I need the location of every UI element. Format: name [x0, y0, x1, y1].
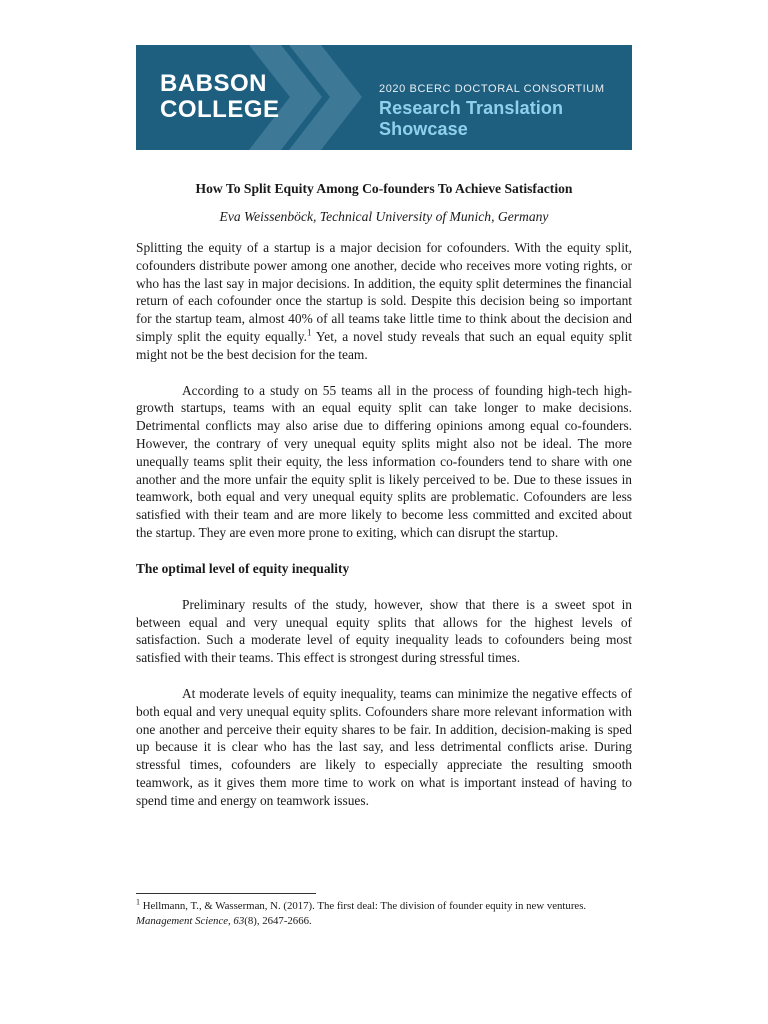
- article-author: Eva Weissenböck, Technical University of Munich, Germany: [219, 209, 549, 224]
- footnote-text-a: Hellmann, T., & Wasserman, N. (2017). The first deal: The division of founder equity in new ventures.: [140, 900, 587, 912]
- babson-logo: [160, 71, 280, 123]
- showcase-title: Research Translation Showcase: [379, 98, 564, 139]
- footnote-text-b: (8), 2647-2666.: [244, 915, 312, 927]
- paragraph-1-text: Splitting the equity of a startup is a major decision for cofounders. With the equity split, cofounders distribute power among one another, decide who receives more voting rights, or who has the last say in major decisions. In addition, the equity split determines the financial return of each cofounder once the startup is sold. Despite this decision being so important for the startup team, almost 40% of all teams take little time to think about the decision and simply split the equity equally.: [136, 240, 632, 344]
- event-name: 2020 BCERC DOCTORAL CONSORTIUM: [379, 83, 605, 95]
- footnote-divider: [136, 893, 316, 894]
- paragraph-3: Preliminary results of the study, however, show that there is a sweet spot in between equal and very unequal equity splits that allows for the highest levels of satisfaction. Such a moderate level of equity inequality leads to cofounders being most satisfied with their teams. This effect is strongest during stressful times.: [136, 596, 632, 666]
- section-heading: The optimal level of equity inequality: [136, 560, 350, 576]
- paragraph-1: [136, 239, 632, 364]
- footnote-number: 1: [136, 897, 140, 907]
- article-body: [136, 180, 632, 810]
- logo-line-2: COLLEGE: [160, 96, 280, 123]
- header-banner: [136, 45, 632, 150]
- paragraph-2: According to a study on 55 teams all in the process of founding high-tech high-growth startups, teams with an equal equity split can take longer to make decisions. Detrimental conflicts may also arise due to differing opinions among equal co-founders. However, the contrary of very unequal equity splits might also not be ideal. The more unequally teams split their equity, the less information co-founders tend to share with one another and the more unfair the equity split is likely perceived to be. Due to these issues in teamwork, both equal and very unequal equity splits are problematic. Cofounders are less satisfied with their team and are more likely to become less committed and excited about the startup. They are even more prone to exiting, which can disrupt the startup.: [136, 382, 632, 540]
- logo-line-1: BABSON: [160, 70, 268, 97]
- article-title: How To Split Equity Among Co-founders To Achieve Satisfaction: [195, 181, 573, 196]
- footnote: [136, 899, 632, 929]
- paragraph-4: At moderate levels of equity inequality, teams can minimize the negative effects of both equal and very unequal equity splits. Cofounders share more relevant information with one another and perceive their equity shares to be fair. In addition, decision-making is sped up because it is clear who has the last say, and less detrimental conflicts arise. During stressful times, cofounders are likely to especially appreciate the resulting smooth teamwork, as it gives them more time to work on what is important instead of having to spend time and energy on teamwork issues.: [136, 685, 632, 808]
- paragraph-1-tail: Yet, a novel study reveals that such an equal equity split might not be the best decision for the team.: [136, 328, 633, 362]
- footnote-journal: Management Science, 63: [136, 915, 245, 927]
- footnote-ref: 1: [306, 327, 312, 338]
